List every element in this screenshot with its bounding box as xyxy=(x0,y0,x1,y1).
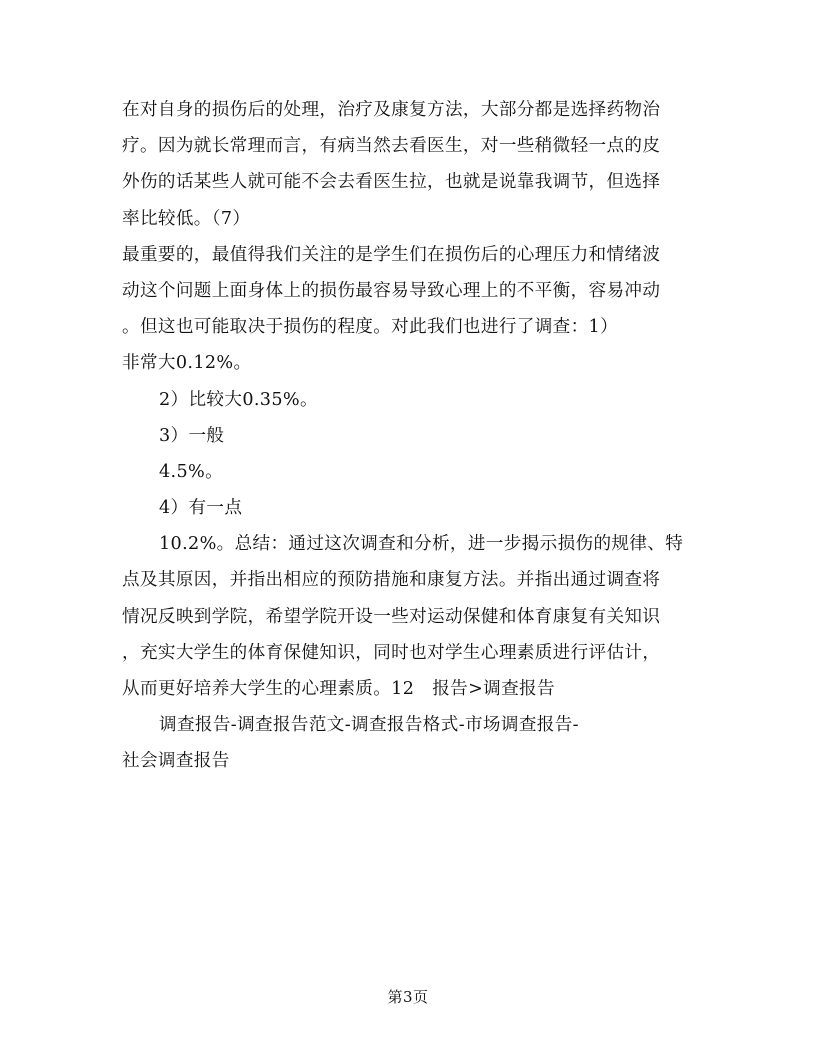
text-line: 。但这也可能取决于损伤的程度。对此我们也进行了调查：1） xyxy=(122,317,619,338)
list-item: 2）比较大0.35%。 xyxy=(159,389,318,410)
list-item: 4）有一点 xyxy=(159,498,243,519)
category-line: 调查报告-调查报告范文-调查报告格式-市场调查报告- xyxy=(159,715,579,736)
text-line: 动这个问题上面身体上的损伤最容易导致心理上的不平衡，容易冲动 xyxy=(122,280,661,301)
text-line: ，充实大学生的体育保健知识，同时也对学生心理素质进行评估计， xyxy=(122,642,661,663)
text-line: 从而更好培养大学生的心理素质。12 报告>调查报告 xyxy=(122,679,555,699)
text-line: 点及其原因，并指出相应的预防措施和康复方法。并指出通过调查将 xyxy=(122,570,661,591)
text-line: 在对自身的损伤后的处理，治疗及康复方法，大部分都是选择药物治 xyxy=(122,100,661,120)
text-line: 率比较低。（7） xyxy=(122,208,251,229)
body-text xyxy=(122,92,708,780)
text-line: 最重要的，最值得我们关注的是学生们在损伤后的心理压力和情绪波 xyxy=(122,244,661,265)
page-number: 第3页 xyxy=(387,988,429,1006)
text-line: 外伤的话某些人就可能不会去看医生拉，也就是说靠我调节，但选择 xyxy=(122,172,661,193)
category-line: 社会调查报告 xyxy=(122,751,230,772)
summary-paragraph-start: 10.2%。总结：通过这次调查和分析，进一步揭示损伤的规律、特 xyxy=(159,534,684,555)
text-line: 4.5%。 xyxy=(159,461,224,482)
text-line: 情况反映到学院，希望学院开设一些对运动保健和体育康复有关知识 xyxy=(122,606,661,627)
text-line: 非常大0.12%。 xyxy=(122,353,252,374)
list-item: 3）一般 xyxy=(159,425,225,446)
text-line: 疗。因为就长常理而言，有病当然去看医生，对一些稍微轻一点的皮 xyxy=(122,136,661,157)
